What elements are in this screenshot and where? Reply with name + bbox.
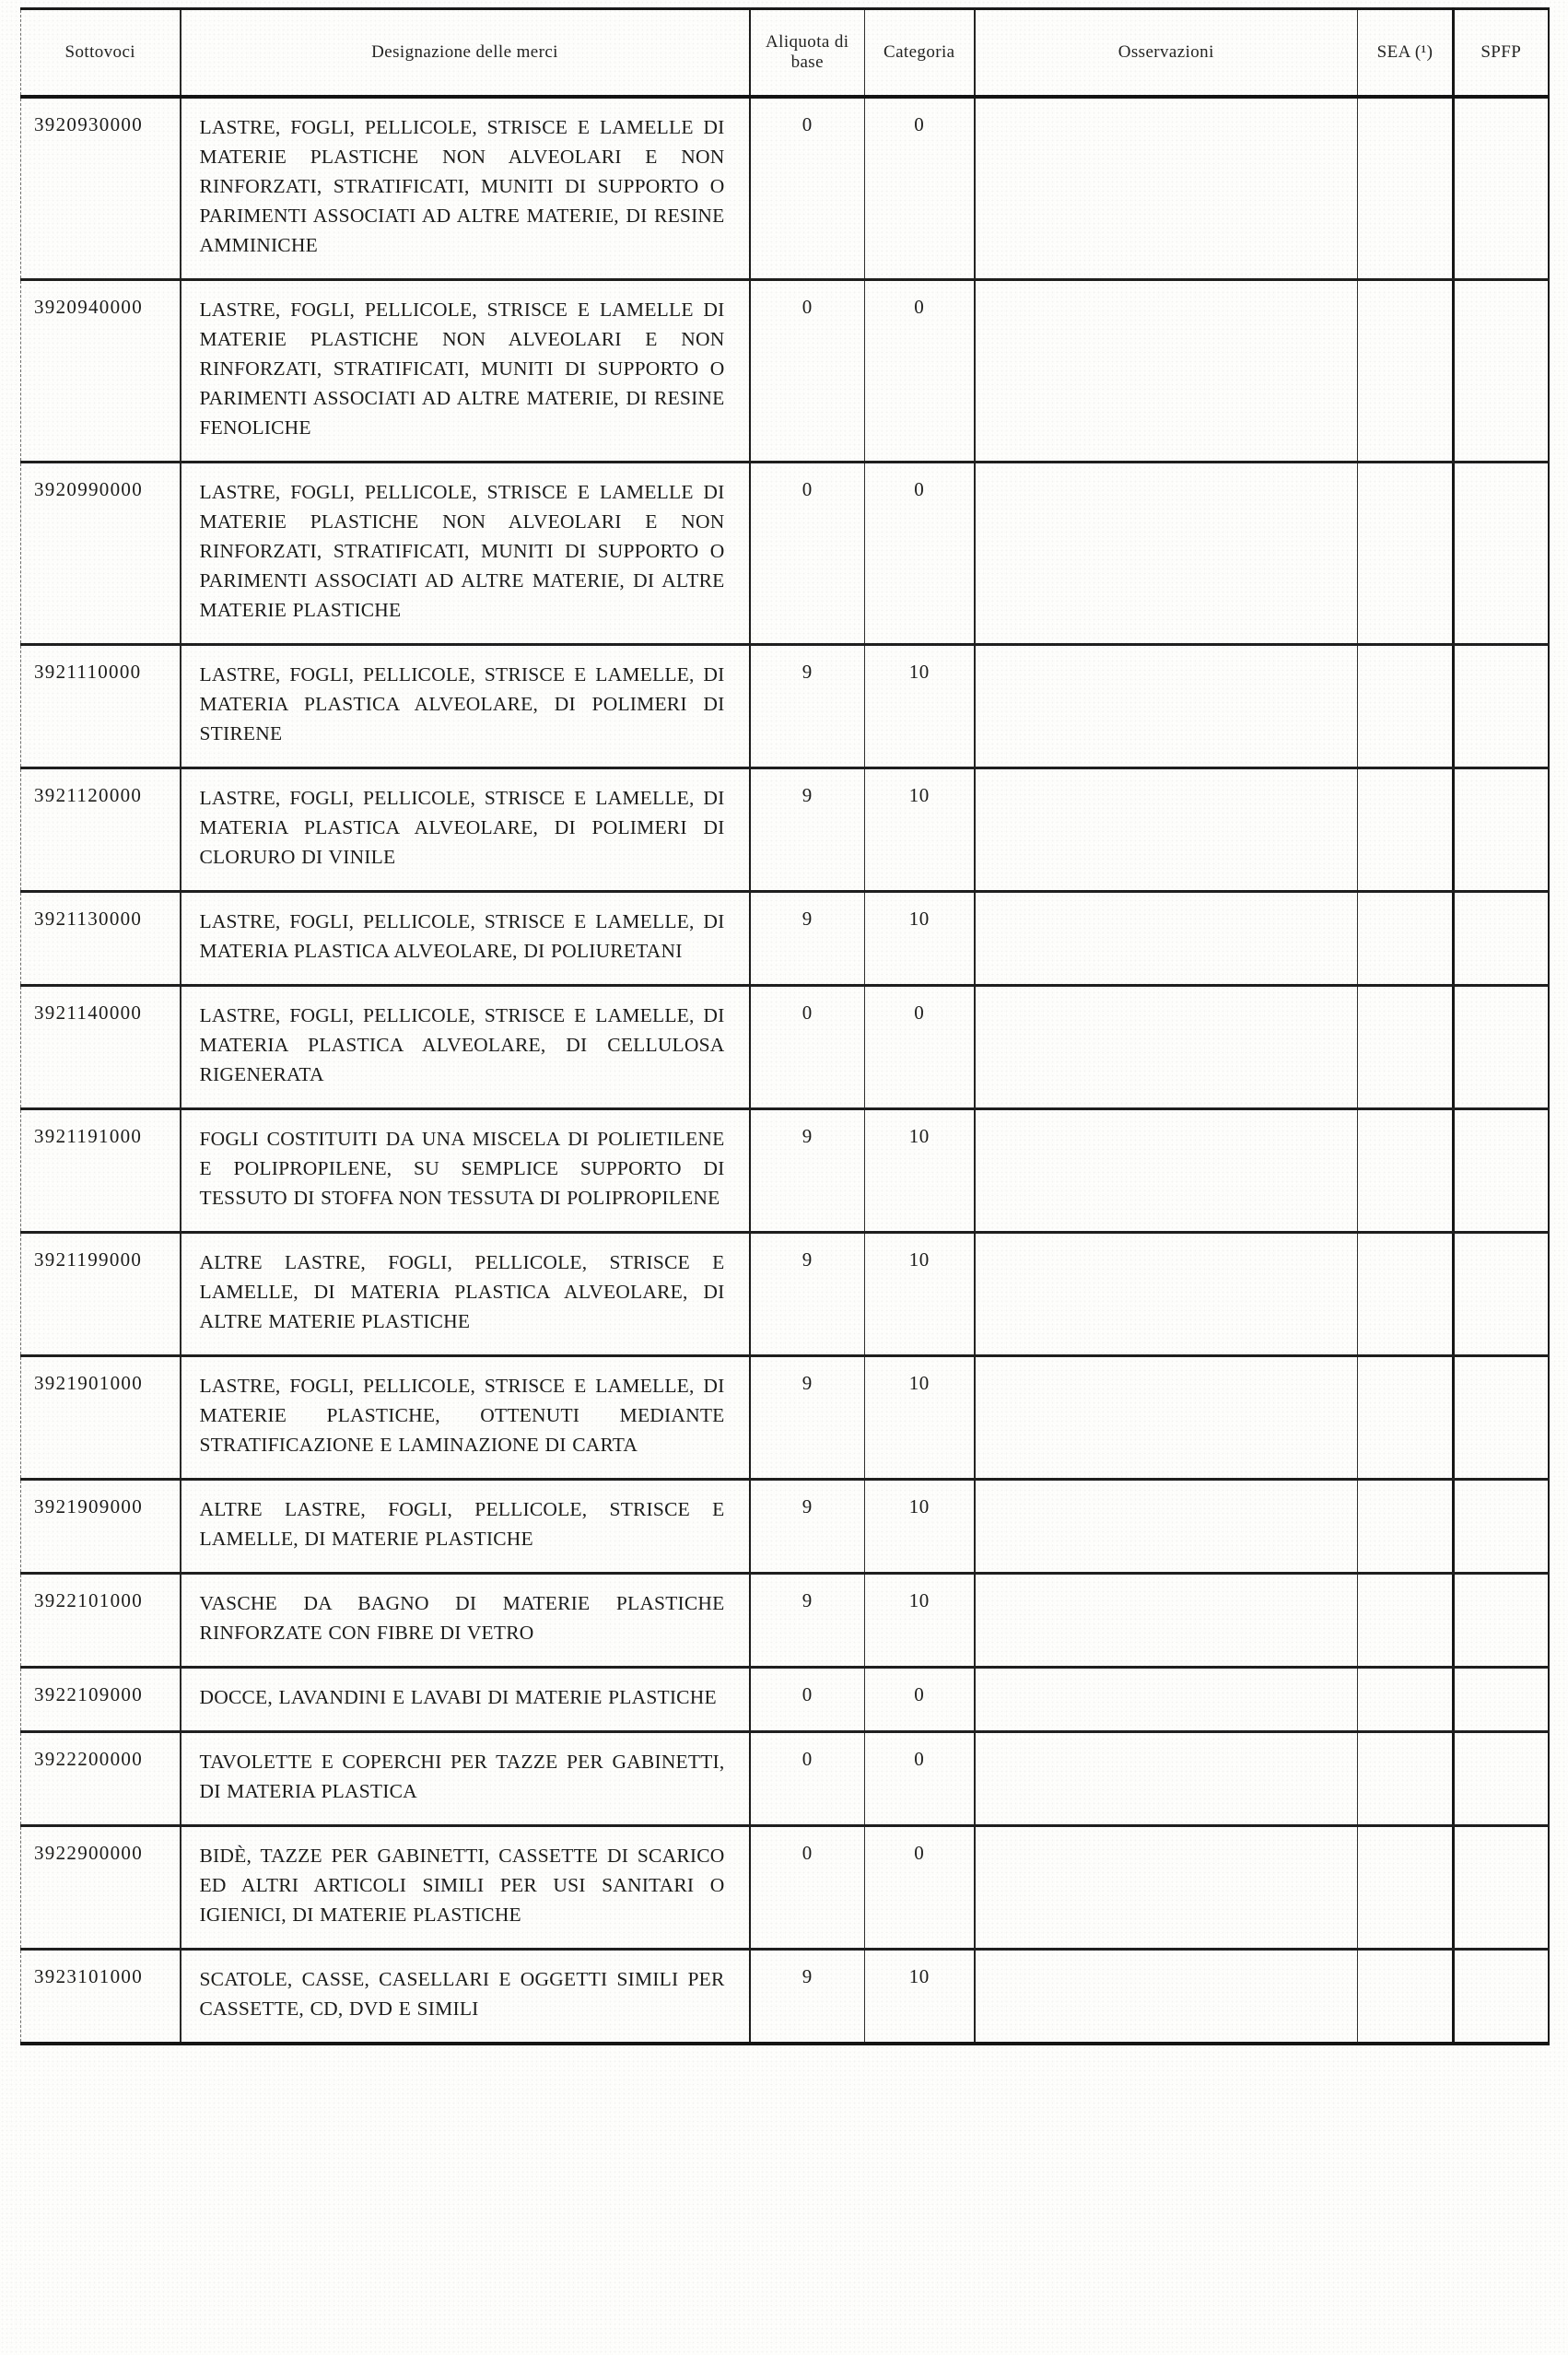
cell-spfp [1454,280,1549,463]
cell-sea [1358,1574,1454,1668]
cell-designazione: TAVOLETTE E COPERCHI PER TAZZE PER GABINETTI, DI MATERIA PLASTICA [181,1732,750,1826]
cell-spfp [1454,97,1549,280]
cell-categoria: 10 [865,1356,975,1480]
cell-categoria: 10 [865,645,975,768]
cell-spfp [1454,1233,1549,1356]
cell-aliquota: 0 [750,463,865,645]
cell-sea [1358,1109,1454,1233]
cell-sottovoci: 3921140000 [21,986,181,1109]
cell-sottovoci: 3921130000 [21,892,181,986]
cell-spfp [1454,645,1549,768]
table-body [21,97,1549,2044]
column-header-aliquota: Aliquota di base [750,9,865,98]
cell-designazione: SCATOLE, CASSE, CASELLARI E OGGETTI SIMILI PER CASSETTE, CD, DVD E SIMILI [181,1950,750,2045]
cell-sea [1358,892,1454,986]
cell-sottovoci: 3920930000 [21,97,181,280]
cell-categoria: 10 [865,768,975,892]
page [0,7,1568,2355]
cell-categoria: 0 [865,986,975,1109]
column-header-categoria: Categoria [865,9,975,98]
cell-categoria: 0 [865,280,975,463]
table-row [21,463,1549,645]
cell-sottovoci: 3921909000 [21,1480,181,1574]
table-row [21,1826,1549,1950]
cell-sea [1358,1480,1454,1574]
table-row [21,892,1549,986]
cell-osservazioni [975,280,1358,463]
cell-osservazioni [975,1732,1358,1826]
cell-categoria: 10 [865,1950,975,2045]
cell-spfp [1454,1826,1549,1950]
cell-sea [1358,768,1454,892]
cell-sottovoci: 3920990000 [21,463,181,645]
column-header-sea: SEA (¹) [1358,9,1454,98]
cell-aliquota: 9 [750,1950,865,2045]
cell-sea [1358,97,1454,280]
cell-designazione: DOCCE, LAVANDINI E LAVABI DI MATERIE PLASTICHE [181,1668,750,1732]
cell-aliquota: 9 [750,1356,865,1480]
cell-sottovoci: 3921120000 [21,768,181,892]
cell-aliquota: 9 [750,892,865,986]
cell-spfp [1454,1574,1549,1668]
cell-aliquota: 0 [750,97,865,280]
table-row [21,1574,1549,1668]
cell-sottovoci: 3920940000 [21,280,181,463]
cell-categoria: 10 [865,1109,975,1233]
cell-spfp [1454,1480,1549,1574]
cell-osservazioni [975,1668,1358,1732]
cell-categoria: 10 [865,1480,975,1574]
cell-aliquota: 9 [750,1233,865,1356]
cell-osservazioni [975,1574,1358,1668]
cell-osservazioni [975,768,1358,892]
table-row [21,645,1549,768]
cell-sea [1358,645,1454,768]
cell-designazione: BIDÈ, TAZZE PER GABINETTI, CASSETTE DI SCARICO ED ALTRI ARTICOLI SIMILI PER USI SANITARI O IGIENICI, DI MATERIE PLASTICHE [181,1826,750,1950]
cell-designazione: LASTRE, FOGLI, PELLICOLE, STRISCE E LAMELLE, DI MATERIA PLASTICA ALVEOLARE, DI POLIURETANI [181,892,750,986]
cell-osservazioni [975,1826,1358,1950]
cell-designazione: LASTRE, FOGLI, PELLICOLE, STRISCE E LAMELLE DI MATERIE PLASTICHE NON ALVEOLARI E NON RINFORZATI, STRATIFICATI, MUNITI DI SUPPORTO O PARIMENTI ASSOCIATI AD ALTRE MATERIE, DI RESINE FENOLICHE [181,280,750,463]
column-header-designazione: Designazione delle merci [181,9,750,98]
cell-osservazioni [975,645,1358,768]
cell-sottovoci: 3922900000 [21,1826,181,1950]
column-header-sottovoci: Sottovoci [21,9,181,98]
cell-sottovoci: 3921901000 [21,1356,181,1480]
cell-spfp [1454,1950,1549,2045]
cell-sea [1358,463,1454,645]
cell-sea [1358,280,1454,463]
cell-spfp [1454,463,1549,645]
cell-sottovoci: 3922109000 [21,1668,181,1732]
cell-designazione: LASTRE, FOGLI, PELLICOLE, STRISCE E LAMELLE DI MATERIE PLASTICHE NON ALVEOLARI E NON RINFORZATI, STRATIFICATI, MUNITI DI SUPPORTO O PARIMENTI ASSOCIATI AD ALTRE MATERIE, DI ALTRE MATERIE PLASTICHE [181,463,750,645]
cell-aliquota: 9 [750,1574,865,1668]
cell-spfp [1454,1356,1549,1480]
cell-categoria: 10 [865,1233,975,1356]
cell-sea [1358,1356,1454,1480]
table-header [21,9,1549,98]
cell-sottovoci: 3921199000 [21,1233,181,1356]
cell-sea [1358,1732,1454,1826]
cell-categoria: 0 [865,97,975,280]
cell-osservazioni [975,1233,1358,1356]
header-row [21,9,1549,98]
cell-sottovoci: 3921191000 [21,1109,181,1233]
cell-osservazioni [975,463,1358,645]
cell-spfp [1454,1109,1549,1233]
cell-aliquota: 0 [750,280,865,463]
table-row [21,97,1549,280]
table-row [21,1233,1549,1356]
cell-categoria: 10 [865,1574,975,1668]
cell-designazione: LASTRE, FOGLI, PELLICOLE, STRISCE E LAMELLE DI MATERIE PLASTICHE NON ALVEOLARI E NON RINFORZATI, STRATIFICATI, MUNITI DI SUPPORTO O PARIMENTI ASSOCIATI AD ALTRE MATERIE, DI RESINE AMMINICHE [181,97,750,280]
cell-osservazioni [975,97,1358,280]
cell-designazione: ALTRE LASTRE, FOGLI, PELLICOLE, STRISCE E LAMELLE, DI MATERIA PLASTICA ALVEOLARE, DI ALTRE MATERIE PLASTICHE [181,1233,750,1356]
cell-designazione: LASTRE, FOGLI, PELLICOLE, STRISCE E LAMELLE, DI MATERIE PLASTICHE, OTTENUTI MEDIANTE STRATIFICAZIONE E LAMINAZIONE DI CARTA [181,1356,750,1480]
table-row [21,1668,1549,1732]
cell-aliquota: 0 [750,986,865,1109]
cell-designazione: VASCHE DA BAGNO DI MATERIE PLASTICHE RINFORZATE CON FIBRE DI VETRO [181,1574,750,1668]
table-row [21,986,1549,1109]
cell-designazione: LASTRE, FOGLI, PELLICOLE, STRISCE E LAMELLE, DI MATERIA PLASTICA ALVEOLARE, DI POLIMERI DI STIRENE [181,645,750,768]
column-header-osservazioni: Osservazioni [975,9,1358,98]
cell-sottovoci: 3921110000 [21,645,181,768]
cell-designazione: ALTRE LASTRE, FOGLI, PELLICOLE, STRISCE E LAMELLE, DI MATERIE PLASTICHE [181,1480,750,1574]
cell-sottovoci: 3923101000 [21,1950,181,2045]
cell-spfp [1454,1732,1549,1826]
table-row [21,1109,1549,1233]
document-sheet [0,7,1568,2355]
cell-aliquota: 9 [750,768,865,892]
table-row [21,1480,1549,1574]
cell-aliquota: 9 [750,1480,865,1574]
table-row [21,1950,1549,2045]
cell-aliquota: 9 [750,1109,865,1233]
cell-categoria: 0 [865,1826,975,1950]
cell-osservazioni [975,1480,1358,1574]
cell-osservazioni [975,1950,1358,2045]
cell-spfp [1454,1668,1549,1732]
cell-categoria: 10 [865,892,975,986]
cell-sea [1358,1950,1454,2045]
cell-aliquota: 9 [750,645,865,768]
cell-sottovoci: 3922101000 [21,1574,181,1668]
cell-designazione: LASTRE, FOGLI, PELLICOLE, STRISCE E LAMELLE, DI MATERIA PLASTICA ALVEOLARE, DI POLIMERI DI CLORURO DI VINILE [181,768,750,892]
cell-osservazioni [975,986,1358,1109]
column-header-spfp: SPFP [1454,9,1549,98]
tariff-table [20,7,1550,2045]
cell-categoria: 0 [865,1732,975,1826]
cell-aliquota: 0 [750,1826,865,1950]
cell-osservazioni [975,1109,1358,1233]
cell-sea [1358,1668,1454,1732]
cell-osservazioni [975,892,1358,986]
cell-osservazioni [975,1356,1358,1480]
cell-spfp [1454,892,1549,986]
table-row [21,1732,1549,1826]
table-row [21,280,1549,463]
cell-spfp [1454,768,1549,892]
cell-sea [1358,1233,1454,1356]
cell-categoria: 0 [865,1668,975,1732]
cell-aliquota: 0 [750,1668,865,1732]
cell-spfp [1454,986,1549,1109]
table-row [21,1356,1549,1480]
cell-designazione: FOGLI COSTITUITI DA UNA MISCELA DI POLIETILENE E POLIPROPILENE, SU SEMPLICE SUPPORTO DI TESSUTO DI STOFFA NON TESSUTA DI POLIPROPILENE [181,1109,750,1233]
cell-sottovoci: 3922200000 [21,1732,181,1826]
cell-categoria: 0 [865,463,975,645]
table-row [21,768,1549,892]
cell-designazione: LASTRE, FOGLI, PELLICOLE, STRISCE E LAMELLE, DI MATERIA PLASTICA ALVEOLARE, DI CELLULOSA RIGENERATA [181,986,750,1109]
cell-sea [1358,986,1454,1109]
cell-aliquota: 0 [750,1732,865,1826]
cell-sea [1358,1826,1454,1950]
